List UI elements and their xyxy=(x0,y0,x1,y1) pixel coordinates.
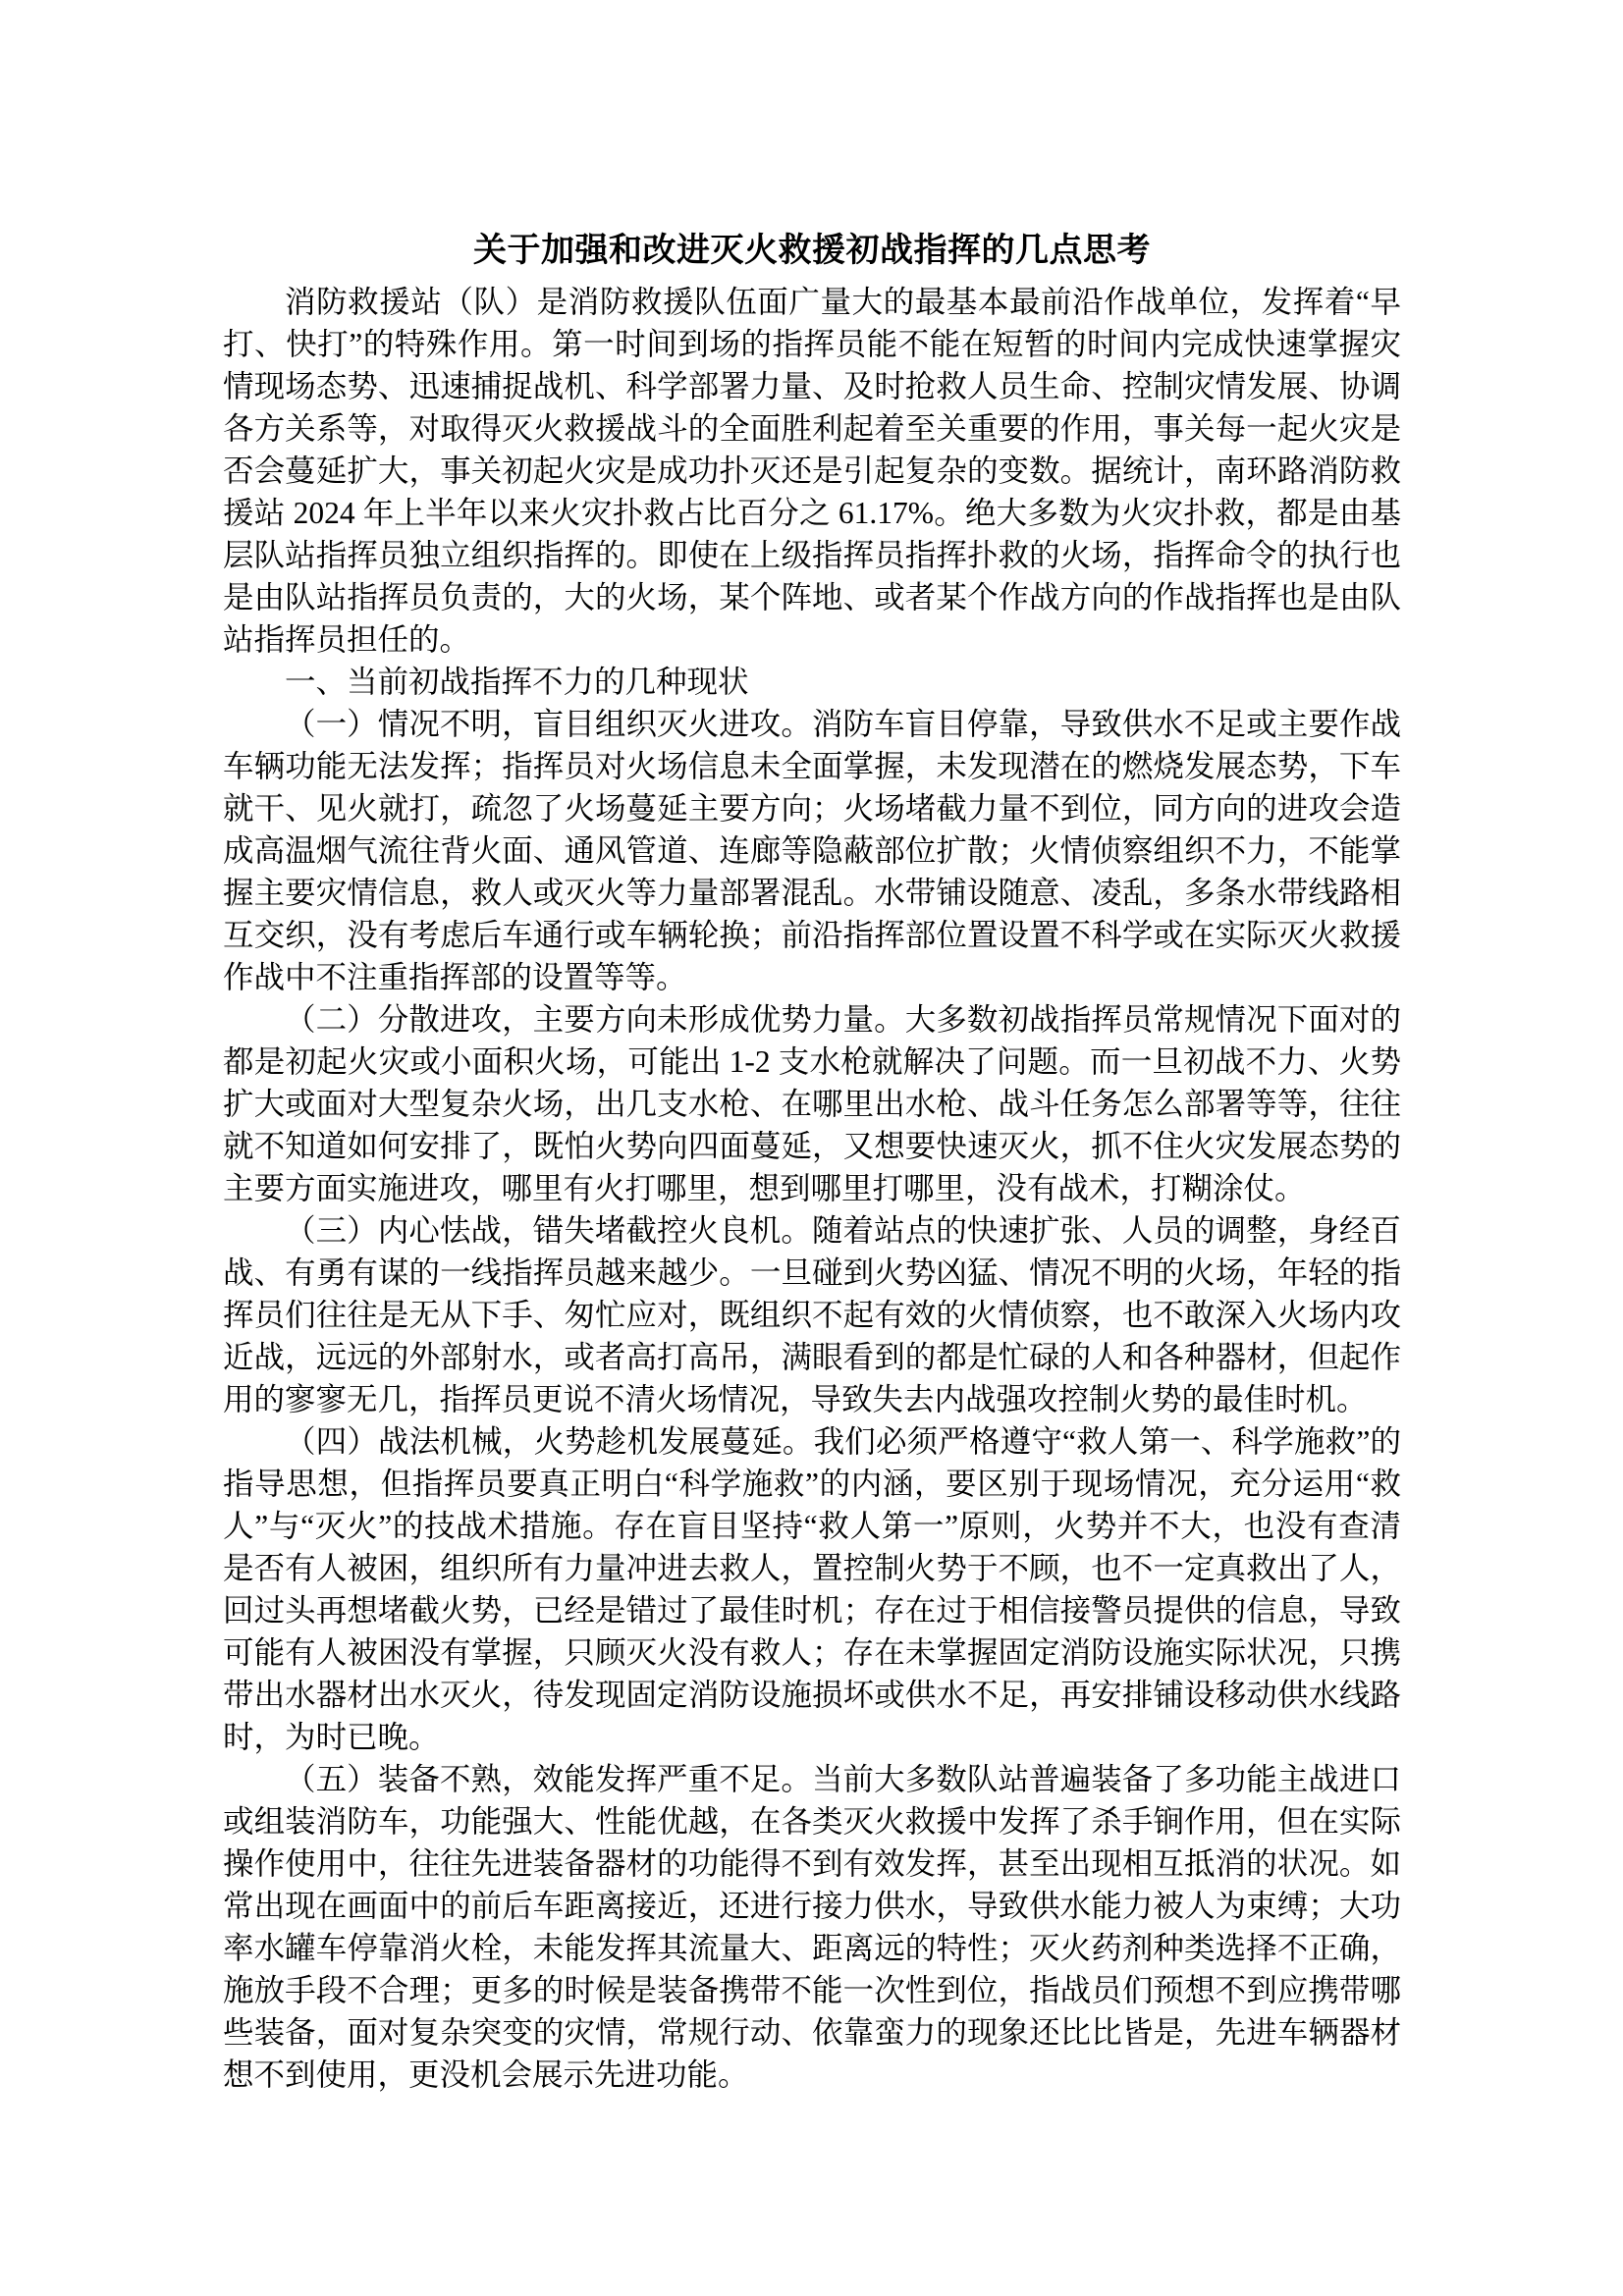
body-paragraph-item-4: （四）战法机械，火势趁机发展蔓延。我们必须严格遵守“救人第一、科学施救”的指导思想，但指挥员要真正明白“科学施救”的内涵，要区别于现场情况，充分运用“救人”与“灭火”的技战术措施。存在盲目坚持“救人第一”原则，火势并不大，也没有查清是否有人被困，组织所有力量冲进去救人，置控制火势于不顾，也不一定真救出了人，回过头再想堵截火势，已经是错过了最佳时机；存在过于相信接警员提供的信息，导致可能有人被困没有掌握，只顾灭火没有救人；存在未掌握固定消防设施实际状况，只携带出水器材出水灭火，待发现固定消防设施损坏或供水不足，再安排铺设移动供水线路时，为时已晚。 xyxy=(223,1424,1401,1754)
body-paragraph-intro: 消防救援站（队）是消防救援队伍面广量大的最基本最前沿作战单位，发挥着“早打、快打”的特殊作用。第一时间到场的指挥员能不能在短暂的时间内完成快速掌握灾情现场态势、迅速捕捉战机、科学部署力量、及时抢救人员生命、控制灾情发展、协调各方关系等，对取得灭火救援战斗的全面胜利起着至关重要的作用，事关每一起火灾是否会蔓延扩大，事关初起火灾是成功扑灭还是引起复杂的变数。据统计，南环路消防救援站 2024 年上半年以来火灾扑救占比百分之 61.17%。绝大多数为火灾扑救，都是由基层队站指挥员独立组织指挥的。即使在上级指挥员指挥扑救的火场，指挥命令的执行也是由队站指挥员负责的，大的火场，某个阵地、或者某个作战方向的作战指挥也是由队站指挥员担任的。 xyxy=(223,285,1401,657)
section-heading-1: 一、当前初战指挥不力的几种现状 xyxy=(285,665,749,699)
document-title: 关于加强和改进灭火救援初战指挥的几点思考 xyxy=(473,232,1151,269)
body-paragraph-item-1: （一）情况不明，盲目组织灭火进攻。消防车盲目停靠，导致供水不足或主要作战车辆功能无法发挥；指挥员对火场信息未全面掌握，未发现潜在的燃烧发展态势，下车就干、见火就打，疏忽了火场蔓延主要方向；火场堵截力量不到位，同方向的进攻会造成高温烟气流往背火面、通风管道、连廊等隐蔽部位扩散；火情侦察组织不力，不能掌握主要灾情信息，救人或灭火等力量部署混乱。水带铺设随意、凌乱，多条水带线路相互交织，没有考虑后车通行或车辆轮换；前沿指挥部位置设置不科学或在实际灭火救援作战中不注重指挥部的设置等等。 xyxy=(223,707,1401,994)
body-paragraph-item-2: （二）分散进攻，主要方向未形成优势力量。大多数初战指挥员常规情况下面对的都是初起火灾或小面积火场，可能出 1-2 支水枪就解决了问题。而一旦初战不力、火势扩大或面对大型复杂火场，出几支水枪、在哪里出水枪、战斗任务怎么部署等等，往往就不知道如何安排了，既怕火势向四面蔓延，又想要快速灭火，抓不住火灾发展态势的主要方面实施进攻，哪里有火打哪里，想到哪里打哪里，没有战术，打糊涂仗。 xyxy=(223,1002,1401,1205)
body-paragraph-item-5: （五）装备不熟，效能发挥严重不足。当前大多数队站普遍装备了多功能主战进口或组装消防车，功能强大、性能优越，在各类灭火救援中发挥了杀手锏作用，但在实际操作使用中，往往先进装备器材的功能得不到有效发挥，甚至出现相互抵消的状况。如常出现在画面中的前后车距离接近，还进行接力供水，导致供水能力被人为束缚；大功率水罐车停靠消火栓，未能发挥其流量大、距离远的特性；灭火药剂种类选择不正确，施放手段不合理；更多的时候是装备携带不能一次性到位，指战员们预想不到应携带哪些装备，面对复杂突变的灾情，常规行动、依靠蛮力的现象还比比皆是，先进车辆器材想不到使用，更没机会展示先进功能。 xyxy=(223,1762,1401,2092)
body-paragraph-item-3: （三）内心怯战，错失堵截控火良机。随着站点的快速扩张、人员的调整，身经百战、有勇有谋的一线指挥员越来越少。一旦碰到火势凶猛、情况不明的火场，年轻的指挥员们往往是无从下手、匆忙应对，既组织不起有效的火情侦察，也不敢深入火场内攻近战，远远的外部射水，或者高打高吊，满眼看到的都是忙碌的人和各种器材，但起作用的寥寥无几，指挥员更说不清火场情况，导致失去内战强攻控制火势的最佳时机。 xyxy=(223,1213,1401,1416)
document-content xyxy=(223,229,1401,2096)
